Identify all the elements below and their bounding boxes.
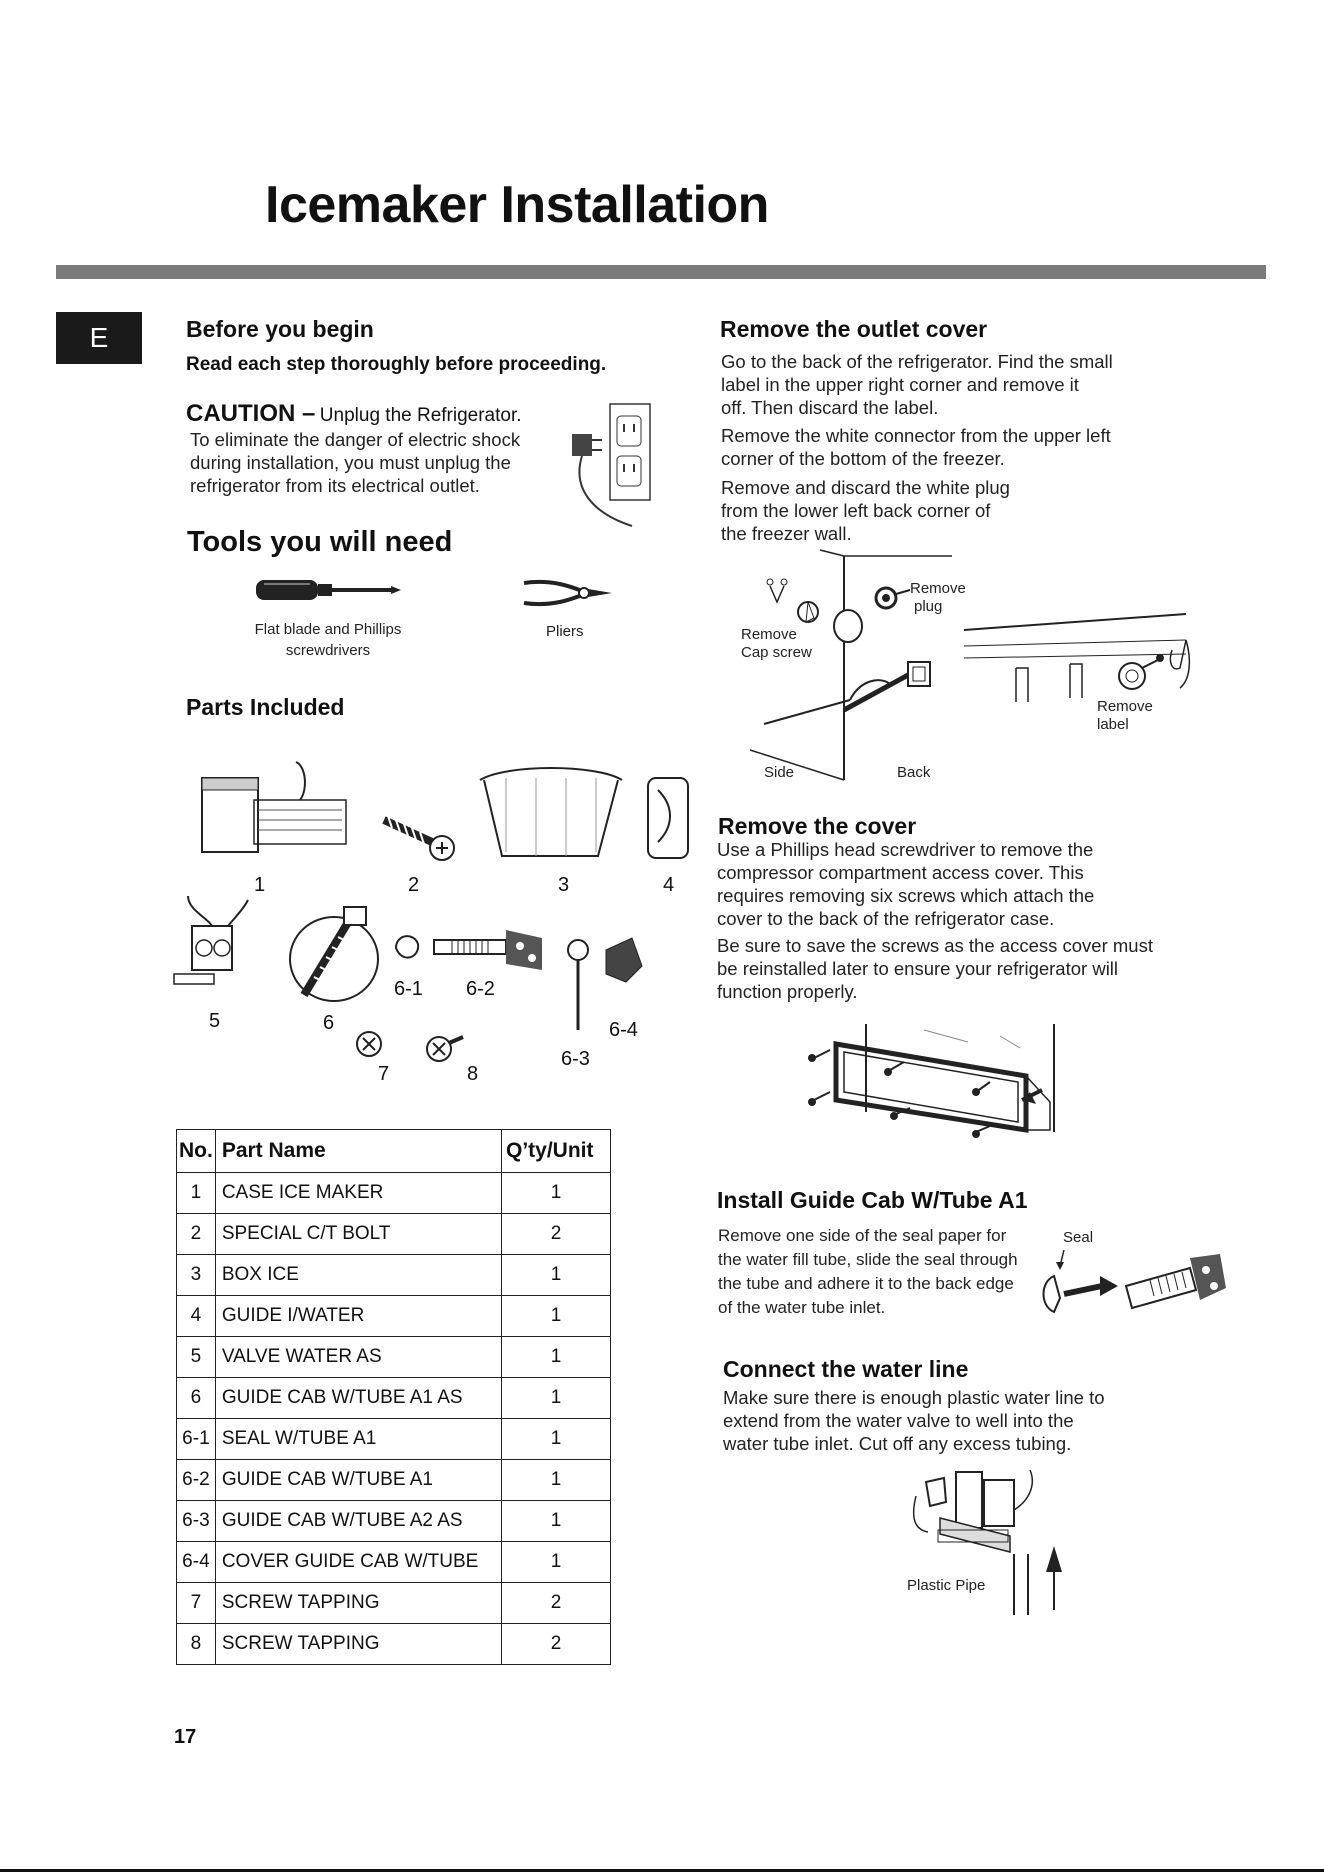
table-row xyxy=(177,1460,611,1501)
water-line-heading: Connect the water line xyxy=(723,1356,969,1382)
screwdriver-label-line-1: Flat blade and Phillips xyxy=(254,621,402,638)
install-guide-line-2: the water fill tube, slide the seal through xyxy=(718,1250,1018,1269)
parts-table xyxy=(176,1129,611,1665)
table-row xyxy=(177,1501,611,1542)
water-line-line-2: extend from the water valve to well into the xyxy=(723,1410,1074,1431)
caution-line xyxy=(186,400,522,428)
outlet-cover-para-2-line-1: Remove the white connector from the upper left xyxy=(721,425,1111,446)
row-no: 6 xyxy=(177,1378,216,1419)
table-row xyxy=(177,1173,611,1214)
title-divider xyxy=(56,265,1266,279)
unplug-outlet-illustration xyxy=(562,398,654,530)
tools-heading: Tools you will need xyxy=(187,526,453,558)
row-part-name: SCREW TAPPING xyxy=(215,1583,501,1624)
remove-cap-screw-label xyxy=(741,626,812,662)
part-label-5: 5 xyxy=(209,1010,221,1032)
outlet-cover-para-3-line-3: the freezer wall. xyxy=(721,523,852,544)
row-no: 8 xyxy=(177,1624,216,1665)
table-row xyxy=(177,1214,611,1255)
row-no: 6-2 xyxy=(177,1460,216,1501)
remove-label-label xyxy=(1097,698,1153,734)
outlet-cover-heading: Remove the outlet cover xyxy=(720,316,988,342)
remove-cover-para-1-line-4: cover to the back of the refrigerator case. xyxy=(717,908,1055,929)
remove-cap-screw-line-1: Remove xyxy=(741,626,797,643)
before-you-begin-heading: Before you begin xyxy=(186,316,374,342)
remove-cover-para-2-line-2: be reinstalled later to ensure your refrigerator will xyxy=(717,958,1119,979)
row-no: 4 xyxy=(177,1296,216,1337)
table-row xyxy=(177,1419,611,1460)
row-no: 7 xyxy=(177,1583,216,1624)
remove-cover-para-2-line-3: function properly. xyxy=(717,981,858,1002)
row-part-name: SPECIAL C/T BOLT xyxy=(215,1214,501,1255)
table-row xyxy=(177,1337,611,1378)
table-row xyxy=(177,1378,611,1419)
remove-cap-screw-line-2: Cap screw xyxy=(741,644,812,661)
page-title: Icemaker Installation xyxy=(265,176,769,234)
caution-line-3: refrigerator from its electrical outlet. xyxy=(190,475,480,496)
screwdriver-label-line-2: screwdrivers xyxy=(285,642,371,659)
outlet-cover-diagram xyxy=(740,550,1200,780)
row-part-name: VALVE WATER AS xyxy=(215,1337,501,1378)
row-qty: 1 xyxy=(502,1296,611,1337)
table-row xyxy=(177,1296,611,1337)
row-qty: 1 xyxy=(502,1501,611,1542)
outlet-cover-para-1-line-2: label in the upper right corner and remove it xyxy=(721,374,1079,395)
row-part-name: GUIDE CAB W/TUBE A2 AS xyxy=(215,1501,501,1542)
guide-water-illustration xyxy=(644,776,694,860)
screw-tapping-7-icon xyxy=(355,1030,385,1060)
table-row xyxy=(177,1583,611,1624)
screwdriver-label xyxy=(228,619,428,661)
remove-cover-para-1-line-1: Use a Phillips head screwdriver to remove the xyxy=(717,839,1094,860)
row-qty: 2 xyxy=(502,1214,611,1255)
row-no: 1 xyxy=(177,1173,216,1214)
remove-plug-line-1: Remove xyxy=(910,580,966,597)
row-part-name: SCREW TAPPING xyxy=(215,1624,501,1665)
install-guide-line-3: the tube and adhere it to the back edge xyxy=(718,1274,1014,1293)
outlet-cover-para-3-line-2: from the lower left back corner of xyxy=(721,500,991,521)
remove-cover-para-1-line-3: requires removing six screws which attach the xyxy=(717,885,1095,906)
row-part-name: SEAL W/TUBE A1 xyxy=(215,1419,501,1460)
row-no: 6-1 xyxy=(177,1419,216,1460)
screw-tapping-8-icon xyxy=(425,1035,465,1065)
remove-cover-para-2 xyxy=(717,934,1153,1003)
part-label-8: 8 xyxy=(467,1063,479,1085)
water-valve-diagram xyxy=(910,1470,1060,1620)
remove-plug-line-2: plug xyxy=(914,598,943,615)
outlet-cover-para-3 xyxy=(721,476,1010,545)
part-label-6: 6 xyxy=(323,1012,335,1034)
caution-text xyxy=(190,428,520,497)
row-qty: 1 xyxy=(502,1419,611,1460)
row-qty: 1 xyxy=(502,1378,611,1419)
case-ice-maker-illustration xyxy=(196,760,356,860)
part-label-6-3: 6-3 xyxy=(561,1048,590,1070)
row-no: 2 xyxy=(177,1214,216,1255)
row-part-name: GUIDE CAB W/TUBE A1 AS xyxy=(215,1378,501,1419)
remove-label-line-2: label xyxy=(1097,716,1129,733)
part-label-1: 1 xyxy=(254,874,266,896)
part-label-2: 2 xyxy=(408,874,420,896)
part-label-6-4: 6-4 xyxy=(609,1019,638,1041)
remove-label-line-1: Remove xyxy=(1097,698,1153,715)
box-ice-illustration xyxy=(476,760,626,864)
valve-water-illustration xyxy=(168,890,252,996)
remove-cover-para-2-line-1: Be sure to save the screws as the access cover must xyxy=(717,935,1153,956)
column-header-qty: Q’ty/Unit xyxy=(502,1130,611,1173)
row-no: 5 xyxy=(177,1337,216,1378)
remove-cover-para-1 xyxy=(717,838,1094,930)
row-no: 6-4 xyxy=(177,1542,216,1583)
row-qty: 2 xyxy=(502,1583,611,1624)
special-bolt-illustration xyxy=(380,810,460,860)
row-part-name: COVER GUIDE CAB W/TUBE xyxy=(215,1542,501,1583)
plastic-pipe-label: Plastic Pipe xyxy=(907,1577,986,1594)
part-label-4: 4 xyxy=(663,874,675,896)
table-row xyxy=(177,1542,611,1583)
parts-included-heading: Parts Included xyxy=(186,694,345,720)
table-row xyxy=(177,1624,611,1665)
pliers-label: Pliers xyxy=(546,623,584,640)
row-qty: 2 xyxy=(502,1624,611,1665)
row-no: 6-3 xyxy=(177,1501,216,1542)
row-no: 3 xyxy=(177,1255,216,1296)
column-header-no: No. xyxy=(177,1130,216,1173)
remove-cover-para-1-line-2: compressor compartment access cover. This xyxy=(717,862,1084,883)
part-label-7: 7 xyxy=(378,1063,390,1085)
part-label-3: 3 xyxy=(558,874,570,896)
row-part-name: GUIDE I/WATER xyxy=(215,1296,501,1337)
page-number: 17 xyxy=(174,1726,197,1748)
row-qty: 1 xyxy=(502,1173,611,1214)
install-guide-line-1: Remove one side of the seal paper for xyxy=(718,1226,1007,1245)
language-tab: E xyxy=(56,312,142,364)
caution-line-2: during installation, you must unplug the xyxy=(190,452,511,473)
caution-lead: Unplug the Refrigerator. xyxy=(319,405,522,426)
seal-and-guide-cab-illustration xyxy=(392,926,547,981)
table-row xyxy=(177,1255,611,1296)
access-cover-diagram xyxy=(800,1020,1100,1140)
caution-line-1: To eliminate the danger of electric shock xyxy=(190,429,521,450)
install-guide-text xyxy=(718,1224,1018,1320)
seal-label: Seal xyxy=(1063,1229,1094,1246)
outlet-cover-para-2-line-2: corner of the bottom of the freezer. xyxy=(721,448,1005,469)
part-label-6-1: 6-1 xyxy=(394,978,423,1000)
water-line-line-3: water tube inlet. Cut off any excess tubing. xyxy=(723,1433,1072,1454)
row-part-name: CASE ICE MAKER xyxy=(215,1173,501,1214)
side-label: Side xyxy=(764,764,795,781)
row-qty: 1 xyxy=(502,1460,611,1501)
caution-label: CAUTION – xyxy=(186,400,316,427)
remove-cover-heading: Remove the cover xyxy=(718,813,917,839)
column-header-part-name: Part Name xyxy=(215,1130,501,1173)
outlet-cover-para-1-line-3: off. Then discard the label. xyxy=(721,397,939,418)
screwdriver-icon xyxy=(256,578,401,604)
outlet-cover-para-1-line-1: Go to the back of the refrigerator. Find the small xyxy=(721,351,1113,372)
parts-table-header-row xyxy=(177,1130,611,1173)
install-guide-heading: Install Guide Cab W/Tube A1 xyxy=(717,1187,1028,1213)
row-qty: 1 xyxy=(502,1255,611,1296)
outlet-cover-para-1 xyxy=(721,350,1113,419)
seal-insertion-diagram xyxy=(1040,1248,1226,1324)
guide-cab-tube-assembly-illustration xyxy=(284,905,394,1005)
remove-plug-label xyxy=(910,580,966,616)
row-qty: 1 xyxy=(502,1337,611,1378)
outlet-cover-para-3-line-1: Remove and discard the white plug xyxy=(721,477,1010,498)
row-part-name: GUIDE CAB W/TUBE A1 xyxy=(215,1460,501,1501)
back-label: Back xyxy=(897,764,931,781)
row-part-name: BOX ICE xyxy=(215,1255,501,1296)
install-guide-line-4: of the water tube inlet. xyxy=(718,1298,886,1317)
row-qty: 1 xyxy=(502,1542,611,1583)
pliers-icon xyxy=(522,577,614,609)
water-line-text xyxy=(723,1386,1105,1455)
water-line-line-1: Make sure there is enough plastic water line to xyxy=(723,1387,1105,1408)
before-you-begin-subheading: Read each step thoroughly before proceeding. xyxy=(186,354,607,375)
part-label-6-2: 6-2 xyxy=(466,978,495,1000)
outlet-cover-para-2 xyxy=(721,424,1111,470)
